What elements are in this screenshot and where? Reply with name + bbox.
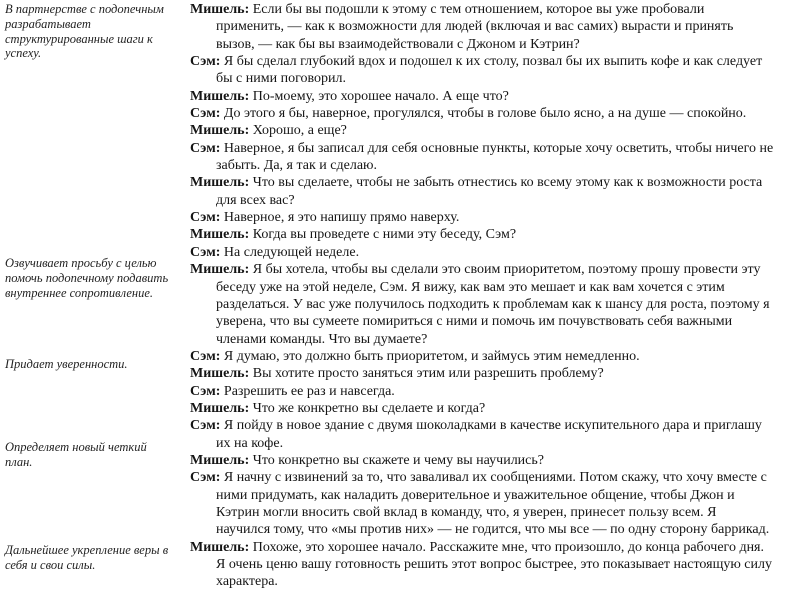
speaker-name: Сэм: — [190, 106, 221, 122]
dialogue-text: Наверное, я это напишу прямо наверху. — [223, 210, 460, 226]
dialogue-paragraph — [190, 105, 774, 122]
speaker-name: Мишель: — [190, 262, 250, 278]
margin-note: Определяет новый четкий план. — [5, 440, 147, 469]
dialogue-text: Я начну с извинений за то, что заваливал их сообщениями. Потом скажу, что хочу вместе с ними придумать, как наладить доверительное и уважительное общение, чтобы Джон и Кэтрин могли вносить свой вклад в команду, что, я уверен, принесет пользу всем. Я научился тому, что «мы против них» — не годится, что мы все — по одну сторону баррикад. — [216, 470, 770, 538]
speaker-name: Мишель: — [190, 123, 250, 139]
speaker-name: Мишель: — [190, 2, 250, 17]
speaker-name: Мишель: — [190, 400, 250, 416]
dialogue-text: Я бы сделал глубокий вдох и подошел к их столу, позвал бы их выпить кофе и как следует бы с ними поговорил. — [216, 54, 763, 87]
speaker-name: Сэм: — [190, 244, 221, 260]
dialogue-text: До этого я бы, наверное, прогулялся, чтобы в голове было ясно, а на душе — спокойно. — [223, 106, 747, 122]
dialogue-text: Что же конкретно вы сделаете и когда? — [252, 400, 486, 416]
dialogue-paragraph — [190, 383, 774, 400]
dialogue-paragraph — [190, 122, 774, 139]
speaker-name: Сэм: — [190, 418, 221, 434]
dialogue-paragraph — [190, 226, 774, 243]
dialogue-text: Что конкретно вы скажете и чему вы научились? — [252, 452, 544, 468]
speaker-name: Сэм: — [190, 470, 221, 486]
speaker-name: Сэм: — [190, 54, 221, 70]
dialogue-text: Что вы сделаете, чтобы не забыть отнестись ко всему этому как к возможности роста для всех вас? — [216, 175, 763, 208]
speaker-name: Сэм: — [190, 348, 221, 364]
dialogue-paragraph — [190, 261, 774, 348]
speaker-name: Мишель: — [190, 88, 250, 104]
dialogue-paragraph — [190, 452, 774, 469]
dialogue-text: Я думаю, это должно быть приоритетом, и займусь этим немедленно. — [223, 348, 640, 364]
speaker-name: Мишель: — [190, 227, 250, 243]
dialogue-paragraph — [190, 348, 774, 365]
margin-note: Придает уверенности. — [5, 357, 128, 371]
margin-note: Дальнейшее укрепление веры в себя и свои силы. — [5, 543, 169, 572]
dialogue-paragraph — [190, 140, 774, 175]
speaker-name: Мишель: — [190, 366, 250, 382]
dialogue-paragraph — [190, 539, 774, 591]
speaker-name: Мишель: — [190, 452, 250, 468]
dialogue-paragraph — [190, 417, 774, 452]
margin-note: В партнерстве с подопечным разрабатывает структурированные шаги к успеху. — [5, 2, 164, 61]
dialogue-text: Если бы вы подошли к этому с тем отношением, которое вы уже пробовали применить, — как к возможности для людей (включая и вас самих) вырасти и принять вызов, — как бы вы взаимодействовали с Джоном и Кэтрин? — [216, 2, 734, 52]
dialogue-paragraph — [190, 53, 774, 88]
dialogue-paragraph — [190, 469, 774, 538]
dialogue-paragraph — [190, 174, 774, 209]
dialogue-paragraph — [190, 244, 774, 261]
speaker-name: Сэм: — [190, 383, 221, 399]
dialogue-text: Разрешить ее раз и навсегда. — [223, 383, 395, 399]
dialogue-text: На следующей неделе. — [223, 244, 360, 260]
speaker-name: Сэм: — [190, 140, 221, 156]
dialogue-paragraph — [190, 1, 774, 53]
dialogue-paragraph — [190, 400, 774, 417]
speaker-name: Мишель: — [190, 539, 250, 555]
speaker-name: Сэм: — [190, 210, 221, 226]
dialogue-text: Я бы хотела, чтобы вы сделали это своим приоритетом, поэтому прошу провести эту беседу уже на этой неделе, Сэм. Я вижу, как вам это мешает и как вам хочется с этим разделаться. У вас уже получилось подходить к проблемам как к шансу для роста, поэтому я уверена, что вы сумеете помириться с ними и помочь им почувствовать себя важными членами команды. Что вы думаете? — [216, 262, 770, 347]
margin-note: Озвучивает просьбу с целью помочь подопечному подавить внутреннее сопротивление. — [5, 256, 169, 300]
dialogue-text: Вы хотите просто заняться этим или разрешить проблему? — [252, 366, 604, 382]
dialogue-column — [190, 1, 774, 591]
dialogue-text: Я пойду в новое здание с двумя шоколадками в качестве искупительного дара и приглашу их на кофе. — [216, 418, 762, 451]
dialogue-text: Когда вы проведете с ними эту беседу, Сэм? — [252, 227, 517, 243]
dialogue-paragraph — [190, 365, 774, 382]
dialogue-text: Хорошо, а еще? — [252, 123, 347, 139]
dialogue-text: Похоже, это хорошее начало. Расскажите мне, что произошло, до конца рабочего дня. Я очень ценю вашу готовность решить этот вопрос быстрее, это показывает настоящую силу характера. — [216, 539, 772, 590]
dialogue-text: Наверное, я бы записал для себя основные пункты, которые хочу осветить, чтобы ничего не забыть. Да, я так и сделаю. — [216, 140, 774, 174]
dialogue-paragraph — [190, 209, 774, 226]
dialogue-paragraph — [190, 88, 774, 105]
speaker-name: Мишель: — [190, 175, 250, 191]
dialogue-text: По-моему, это хорошее начало. А еще что? — [252, 88, 509, 104]
